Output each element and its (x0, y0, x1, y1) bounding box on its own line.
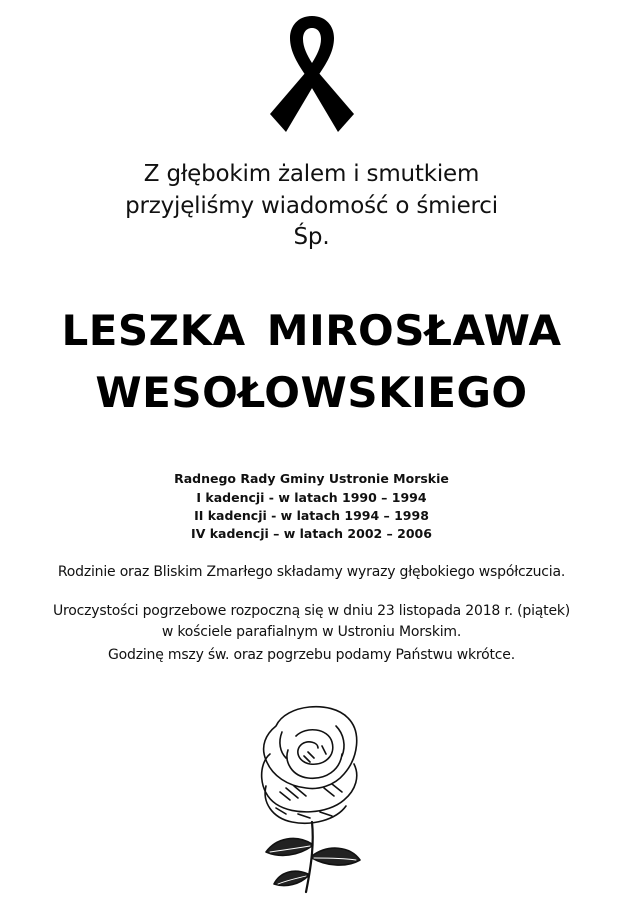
term-1: I kadencji - w latach 1990 – 1994 (196, 490, 427, 505)
funeral-line-2: w kościele parafialnym w Ustroniu Morskim. (161, 624, 462, 640)
funeral-line-1: Uroczystości pogrzebowe rozpoczną się w dniu 23 listopada 2018 r. (piątek) (52, 603, 571, 619)
deceased-surname: WESOŁOWSKIEGO (95, 368, 528, 417)
intro-line-3: Śp. (293, 224, 330, 250)
rose-illustration (236, 696, 386, 896)
mourning-ribbon-icon (268, 12, 356, 134)
term-3: IV kadencji – w latach 2002 – 2006 (191, 526, 432, 541)
term-2: II kadencji - w latach 1994 – 1998 (194, 508, 429, 523)
intro-line-1: Z głębokim żalem i smutkiem (143, 161, 480, 187)
funeral-line-3: Godzinę mszy św. oraz pogrzebu podamy Państwu wkrótce. (108, 647, 515, 663)
deceased-first-names: LESZKA MIROSŁAWA (61, 306, 562, 355)
condolences-text: Rodzinie oraz Bliskim Zmarłego składamy wyrazy głębokiego współczucia. (57, 564, 566, 580)
deceased-role: Radnego Rady Gminy Ustronie Morskie (174, 471, 449, 486)
intro-line-2: przyjęliśmy wiadomość o śmierci (125, 193, 498, 219)
